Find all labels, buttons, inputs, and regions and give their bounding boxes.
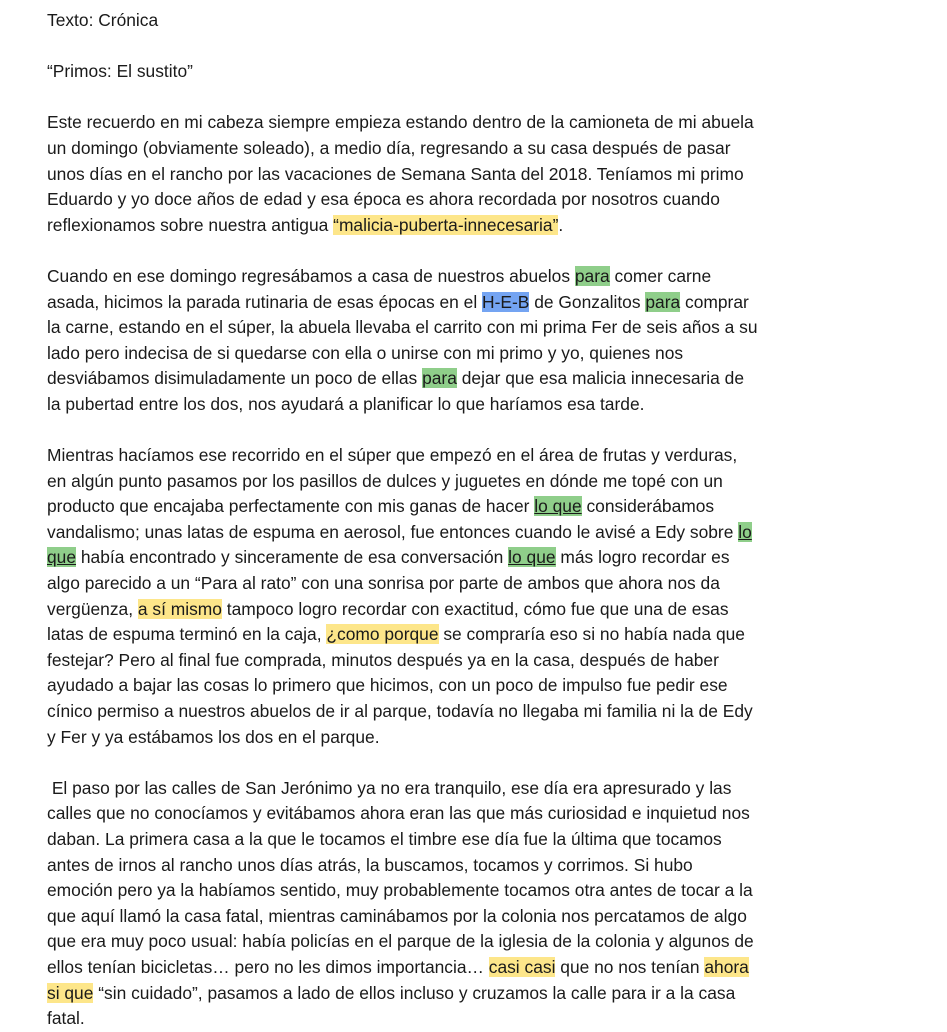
text-line: lado pero indecisa de si quedarse con ella o unirse con mi primo y yo, quienes nos [47,342,684,363]
text-span: comprar [680,291,749,312]
text-line: que aquí llamó la casa fatal, mientras caminábamos por la colonia nos percatamos de algo [47,905,747,926]
spacer [47,34,937,60]
text-line [47,290,937,316]
text-line [47,213,937,239]
text-span: había encontrado y sinceramente de esa conversación [76,547,509,568]
highlight-green: para [422,368,457,389]
text-span: producto que encajaba perfectamente con mis ganas de hacer [47,496,535,517]
text-line: antes de irnos al rancho unos días atrás, la buscamos, tocamos y corrimos. Si hubo [47,854,693,875]
highlight-yellow: a sí mismo [137,598,222,619]
text-line: Este recuerdo en mi cabeza siempre empieza estando dentro de la camioneta de mi abuela [47,112,754,133]
text-line: cínico permiso a nuestros abuelos de ir al parque, todavía no llegaba mi familia ni la de Edy [47,701,753,722]
paragraph-4 [47,776,937,1032]
text-span: vergüenza, [47,598,138,619]
text-span: asada, hicimos la parada rutinaria de esas épocas en el [47,291,483,312]
highlight-yellow: “malicia-puberta-innecesaria” [333,214,559,235]
highlight-green-underlined: que [47,547,77,568]
text-line: unos días en el rancho por las vacaciones de Semana Santa del 2018. Teníamos mi primo [47,163,744,184]
text-line: ayudado a bajar las cosas lo primero que hicimos, con un poco de impulso fue pedir ese [47,675,728,696]
paragraph-2 [47,264,937,418]
highlight-blue: H-E-B [482,291,530,312]
doc-title: “Primos: El sustito” [47,61,193,82]
spacer [47,750,937,776]
text-span: latas de espuma terminó en la caja, [47,624,327,645]
highlight-green: para [645,291,681,312]
highlight-yellow: si que [47,982,94,1003]
text-span: dejar que esa malicia innecesaria de [456,368,745,389]
spacer [47,238,937,264]
highlight-yellow: ¿como porque [326,624,439,645]
text-line: la pubertad entre los dos, nos ayudará a planificar lo que haríamos esa tarde. [47,393,645,414]
text-line: Eduardo y yo doce años de edad y esa época es ahora recordada por nosotros cuando [47,189,720,210]
spacer [47,418,937,444]
text-span: ellos tenían bicicletas… pero no les dimos importancia… [47,956,489,977]
highlight-green: para [574,265,610,286]
text-line: la carne, estando en el súper, la abuela llevaba el carrito con mi prima Fer de seis años a su [47,317,758,338]
text-line [47,981,937,1007]
text-line [47,520,937,546]
document-body [47,8,937,1032]
text-line: fatal. [47,1008,85,1029]
highlight-yellow: casi casi [488,956,556,977]
text-line [47,264,937,290]
text-line: que era muy poco usual: había policías en el parque de la iglesia de la colonia y algunos de [47,931,754,952]
text-line: festejar? Pero al final fue comprada, minutos después ya en la casa, después de haber [47,649,719,670]
text-line [47,622,937,648]
text-line [47,366,937,392]
text-span: Cuando en ese domingo regresábamos a casa de nuestros abuelos [47,265,575,286]
text-span: considerábamos [581,496,715,517]
text-span: comer carne [609,265,712,286]
text-line: y Fer y ya estábamos los dos en el parque. [47,726,380,747]
text-span: más logro recordar es [555,547,730,568]
text-line: en algún punto pasamos por los pasillos de dulces y juguetes en dónde me topé con un [47,470,723,491]
text-line: emoción pero ya la habíamos sentido, muy probablemente tocamos otra antes de tocar a la [47,880,753,901]
text-line: Mientras hacíamos ese recorrido en el súper que empezó en el área de frutas y verduras, [47,445,738,466]
text-span: desviábamos disimuladamente un poco de ellas [47,368,423,389]
spacer [47,85,937,111]
text-line [47,545,937,571]
text-line [47,597,937,623]
doc-type-label: Texto: Crónica [47,10,159,30]
highlight-yellow: ahora [704,956,749,977]
text-line: daban. La primera casa a la que le tocamos el timbre ese día fue la última que tocamos [47,829,722,849]
paragraph-3 [47,443,937,750]
text-span: tampoco logro recordar con exactitud, cómo fue que una de esas [221,598,729,619]
highlight-green-underlined: lo que [508,547,556,568]
text-span: “sin cuidado”, pasamos a lado de ellos incluso y cruzamos la calle para ir a la casa [93,982,736,1003]
text-span: que no nos tenían [555,956,705,977]
text-line: algo parecido a un “Para al rato” con una sonrisa por parte de ambos que ahora nos da [47,573,720,594]
highlight-green-underlined: lo [738,521,752,542]
highlight-green-underlined: lo que [534,496,582,517]
text-span: de Gonzalitos [529,291,646,312]
text-line [47,955,937,981]
text-line: un domingo (obviamente soleado), a medio día, regresando a su casa después de pasar [47,137,731,158]
text-span: vandalismo; unas latas de espuma en aerosol, fue entonces cuando le avisé a Edy sobre [47,521,739,542]
text-line: calles que no conocíamos y evitábamos ahora eran las que más curiosidad e inquietud nos [47,803,750,824]
text-line: El paso por las calles de San Jerónimo ya no era tranquilo, ese día era apresurado y las [47,777,732,798]
text-span: . [558,214,564,235]
text-span: se compraría eso si no había nada que [438,624,745,645]
text-span: reflexionamos sobre nuestra antigua [47,214,334,235]
text-line [47,494,937,520]
paragraph-1 [47,110,937,238]
